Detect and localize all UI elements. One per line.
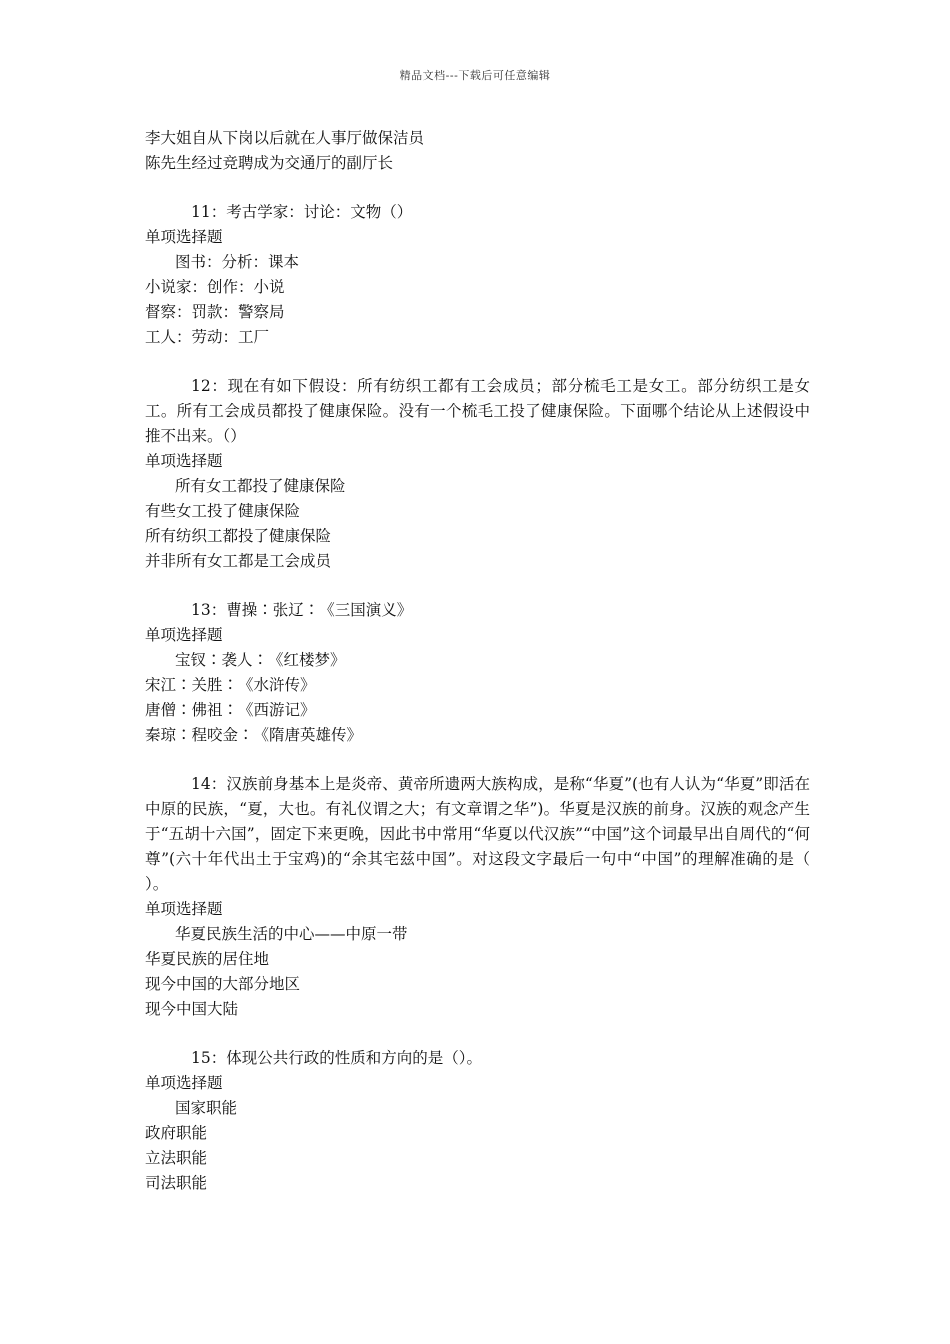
option-a[interactable]: 华夏民族生活的中心——中原一带 [175,925,408,943]
option-b[interactable]: 华夏民族的居住地 [145,950,270,968]
option-c[interactable]: 督察：罚款：警察局 [145,303,285,321]
option-b[interactable]: 小说家：创作：小说 [145,278,285,296]
question-stem: 11：考古学家：讨论：文物（） [191,203,413,221]
option-d[interactable]: 工人：劳动：工厂 [145,328,270,346]
option-a[interactable]: 国家职能 [175,1099,238,1117]
option-d[interactable]: 司法职能 [145,1174,208,1192]
question-type: 单项选择题 [145,900,223,918]
option-d[interactable]: 秦琼∶程咬金∶《隋唐英雄传》 [145,726,363,744]
option-a[interactable]: 所有女工都投了健康保险 [175,477,346,495]
intro-line: 李大姐自从下岗以后就在人事厅做保洁员 [145,129,425,147]
option-d[interactable]: 并非所有女工都是工会成员 [145,552,332,570]
question-14 [145,772,810,1022]
question-stem: 14：汉族前身基本上是炎帝、黄帝所遗两大族构成，是称“华夏”(也有人认为“华夏”即活在中原的民族，“夏，大也。有礼仪谓之大；有文章谓之华”)。华夏是汉族的前身。汉族的观念产生于“五胡十六国”，固定下来更晚，因此书中常用“华夏以代汉族”“中国”这个词最早出自周代的“何尊”(六十年代出土于宝鸡)的“余其宅兹中国”。对这段文字最后一句中“中国”的理解准确的是（ ）。 [145,775,810,893]
option-c[interactable]: 所有纺织工都投了健康保险 [145,527,332,545]
page-header: 精品文档---下载后可任意编辑 [399,69,551,82]
option-c[interactable]: 现今中国的大部分地区 [145,975,301,993]
question-type: 单项选择题 [145,228,223,246]
document-body [145,126,810,1196]
question-type: 单项选择题 [145,626,223,644]
intro-line: 陈先生经过竞聘成为交通厅的副厅长 [145,154,394,172]
option-a[interactable]: 宝钗∶袭人∶《红楼梦》 [175,651,346,669]
question-13 [145,598,810,748]
option-a[interactable]: 图书：分析：课本 [175,253,300,271]
option-c[interactable]: 唐僧∶佛祖∶《西游记》 [145,701,316,719]
option-b[interactable]: 政府职能 [145,1124,208,1142]
option-b[interactable]: 有些女工投了健康保险 [145,502,301,520]
question-15 [145,1046,810,1196]
option-b[interactable]: 宋江∶关胜∶《水浒传》 [145,676,316,694]
question-stem: 12：现在有如下假设：所有纺织工都有工会成员；部分梳毛工是女工。部分纺织工是女工。所有工会成员都投了健康保险。没有一个梳毛工投了健康保险。下面哪个结论从上述假设中推不出来。（） [145,377,810,445]
question-stem: 13：曹操∶张辽∶《三国演义》 [191,601,413,619]
option-c[interactable]: 立法职能 [145,1149,208,1167]
question-11 [145,200,810,350]
question-12 [145,374,810,574]
question-type: 单项选择题 [145,1074,223,1092]
question-stem: 15：体现公共行政的性质和方向的是（）。 [191,1049,482,1067]
question-type: 单项选择题 [145,452,223,470]
option-d[interactable]: 现今中国大陆 [145,1000,239,1018]
